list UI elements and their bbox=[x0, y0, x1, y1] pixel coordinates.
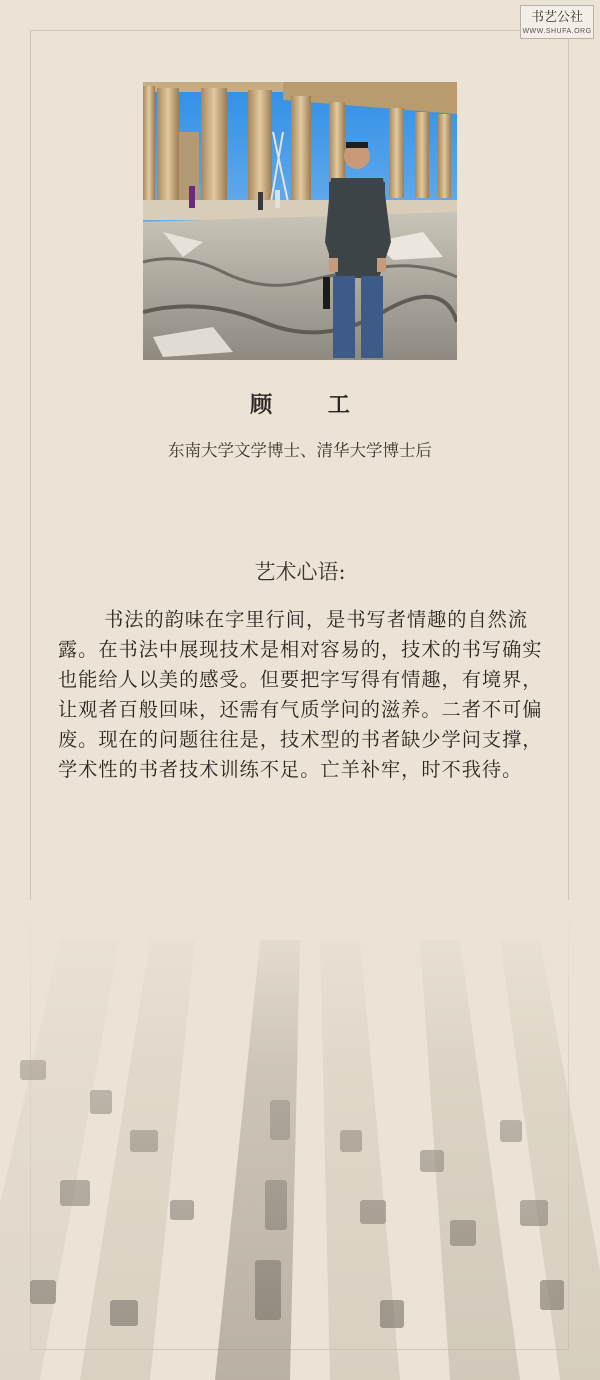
logo-text: 书艺公社 bbox=[530, 10, 583, 25]
site-logo[interactable] bbox=[520, 5, 594, 39]
portrait-photo bbox=[143, 82, 457, 360]
section-heading: 艺术心语: bbox=[254, 560, 346, 584]
calligraphy-texture-icon bbox=[0, 900, 600, 1380]
artist-statement: 书法的韵味在字里行间，是书写者情趣的自然流露。在书法中展现技术是相对容易的，技术的书写确实也能给人以美的感受。但要把字写得有情趣，有境界，让观者百般回味，还需有气质学问的滋养。二者不可偏废。现在的问题往往是，技术型的书者缺少学问支撑，学术性的书者技术训练不足。亡羊补牢，时不我待。 bbox=[58, 608, 543, 781]
logo-url: WWW.SHUFA.ORG bbox=[522, 28, 592, 35]
person-credentials: 东南大学文学博士、清华大学博士后 bbox=[168, 441, 432, 460]
calligraphy-background-decoration bbox=[0, 900, 600, 1380]
portrait-photo-icon bbox=[143, 82, 457, 360]
person-name: 顾 工 bbox=[250, 392, 374, 418]
